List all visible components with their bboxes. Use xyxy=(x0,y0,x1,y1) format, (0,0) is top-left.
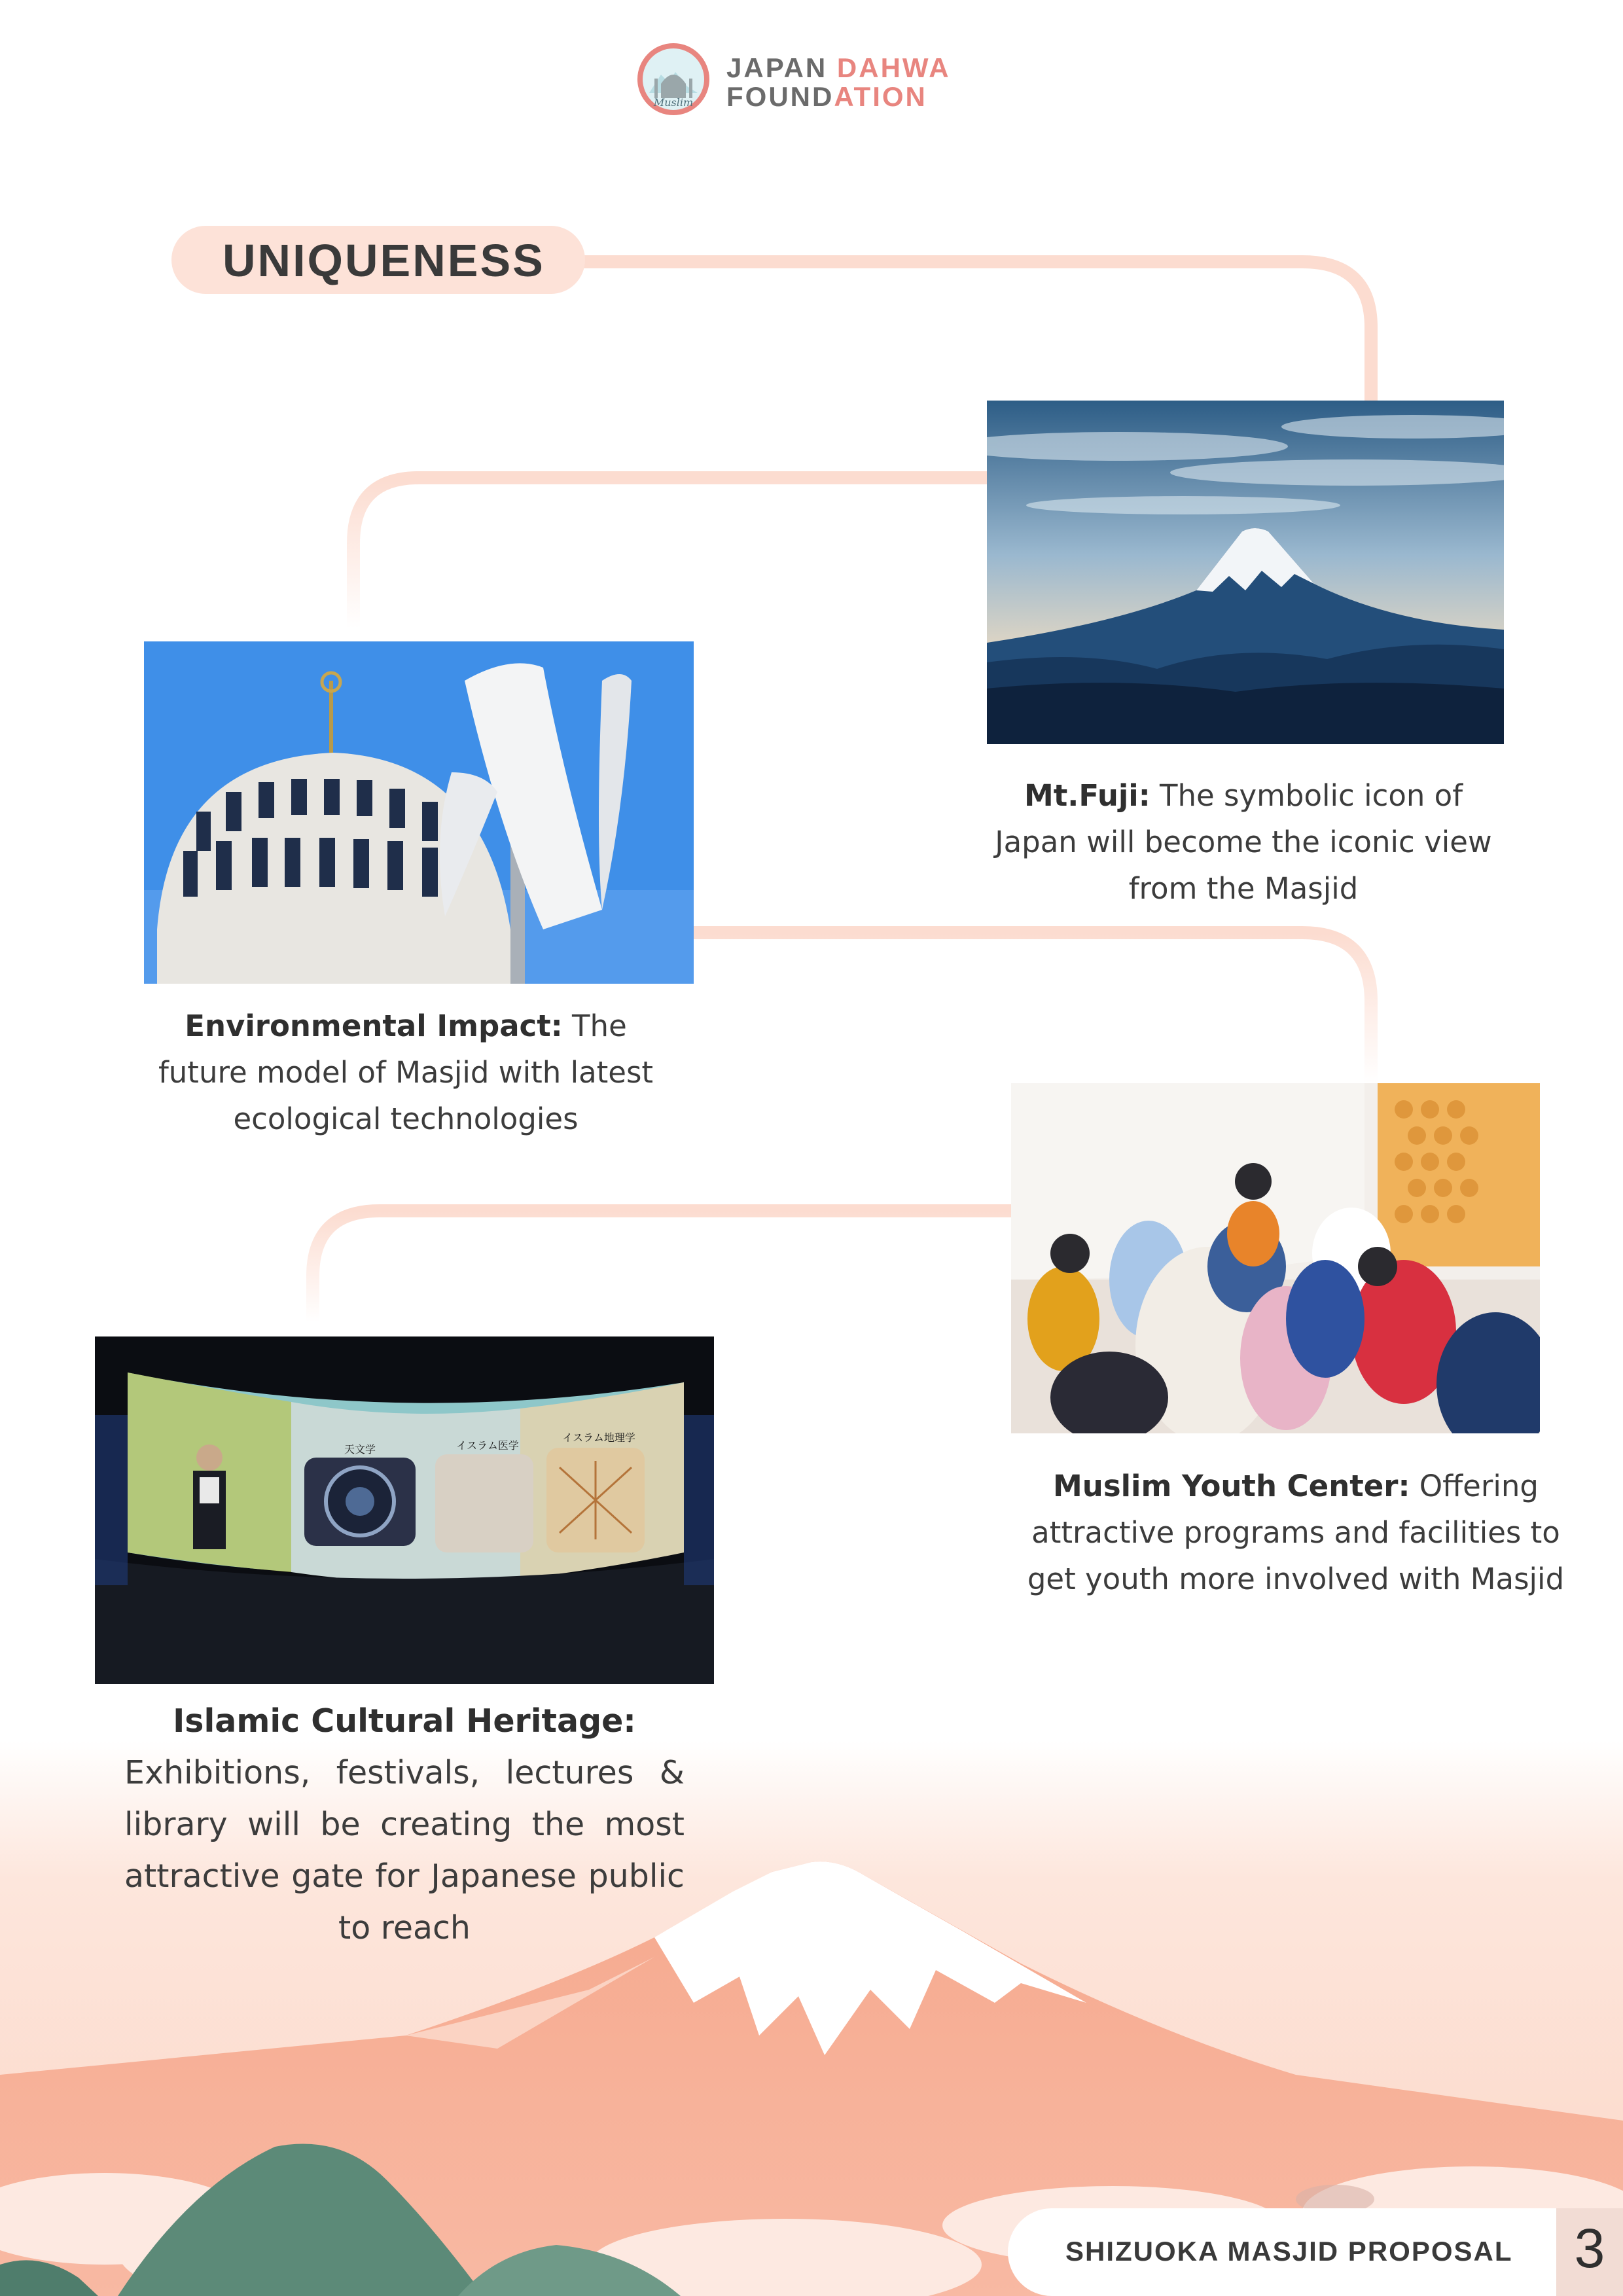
foundation-logo-text xyxy=(726,54,951,111)
foundation-logo-emblem xyxy=(635,41,712,118)
caption-islamic-cultural-heritage xyxy=(124,1695,685,1954)
caption-text: Exhibitions, festivals, lectures & library will be creating the most attractive gate for Japanese public to reach xyxy=(124,1754,685,1946)
svg-text:イスラム医学: イスラム医学 xyxy=(456,1439,519,1452)
caption-muslim-youth-center xyxy=(1021,1463,1571,1602)
eco-dome-photo xyxy=(144,641,694,984)
logo-word: JAPAN xyxy=(726,52,828,83)
mt-fuji-photo xyxy=(987,401,1504,744)
page-title: UNIQUENESS xyxy=(223,235,545,286)
youth-center-photo xyxy=(1011,1083,1540,1433)
footer-document-title: SHIZUOKA MASJID PROPOSAL xyxy=(1065,2236,1513,2267)
page-number: 3 xyxy=(1574,2217,1605,2279)
caption-mt-fuji xyxy=(982,772,1505,912)
caption-text: Offering attractive programs and facilities to get youth more involved with Masjid xyxy=(1027,1469,1565,1596)
caption-environmental-impact xyxy=(137,1003,674,1142)
svg-text:イスラム地理学: イスラム地理学 xyxy=(562,1431,635,1444)
svg-text:天文学: 天文学 xyxy=(344,1443,376,1456)
heritage-exhibition-photo xyxy=(95,1336,714,1684)
caption-title: Mt.Fuji: xyxy=(1024,778,1150,813)
caption-title: Islamic Cultural Heritage: xyxy=(173,1702,636,1740)
caption-text: The symbolic icon of Japan will become the iconic view from the Masjid xyxy=(995,778,1492,906)
caption-title: Muslim Youth Center: xyxy=(1053,1469,1410,1503)
logo-word: ATION xyxy=(834,81,927,112)
logo-word: DAHWA xyxy=(836,52,951,83)
caption-text: The future model of Masjid with latest ecological technologies xyxy=(158,1009,654,1136)
logo-word: FOUND xyxy=(726,81,834,112)
svg-text:Muslim: Muslim xyxy=(653,96,694,109)
caption-title: Environmental Impact: xyxy=(185,1009,563,1043)
